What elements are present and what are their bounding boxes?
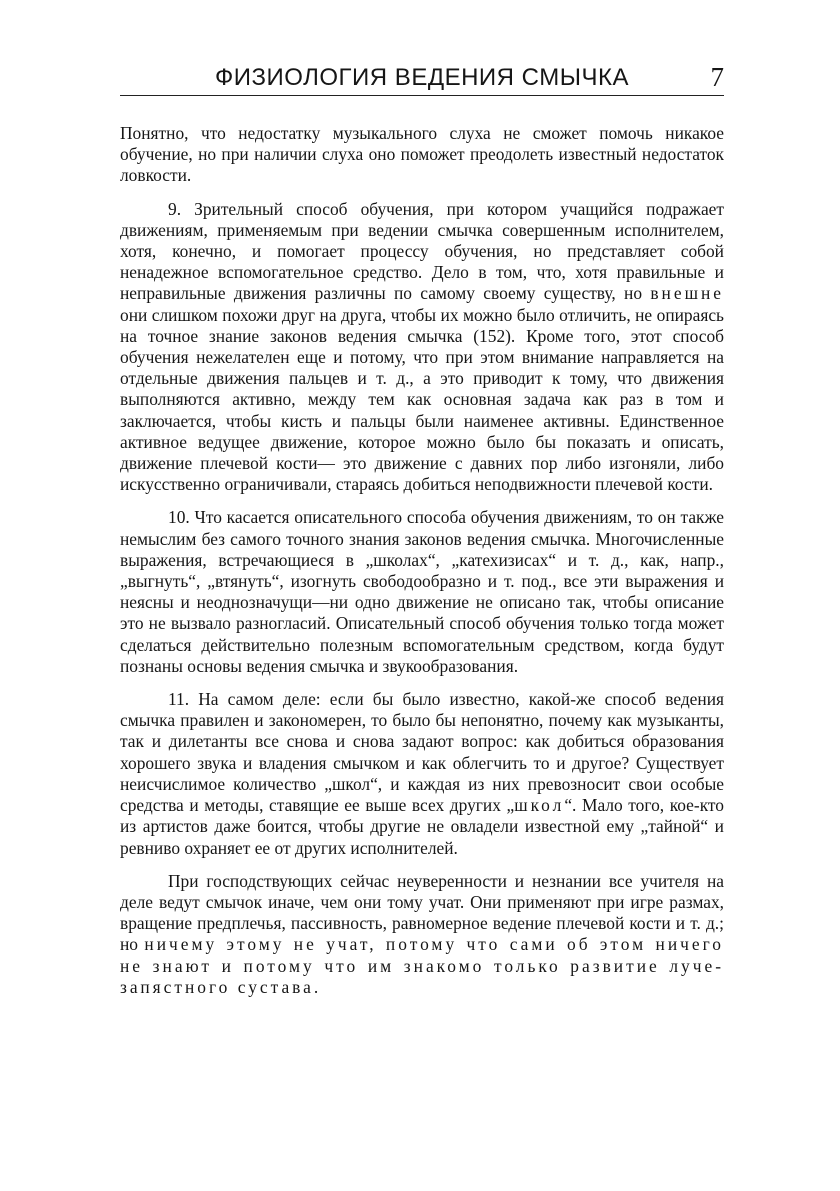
paragraph-1 bbox=[120, 123, 724, 187]
spaced-emphasis: ничему этому не учат, потому что сами об этом ничего не знают и потому что им знакомо только развитие луче-запястного сустава. bbox=[120, 934, 724, 997]
body-text bbox=[120, 123, 724, 998]
paragraph-text: “. Мало того, кое-кто из артистов даже боится, чтобы другие не овладели известной ему „тайной“ и ревниво охраняет ее от других исполнителей. bbox=[120, 795, 724, 858]
running-head bbox=[120, 60, 724, 100]
paragraph-text: Понятно, что недостатку музыкального слуха не сможет помочь никакое обучение, но при наличии слуха оно поможет преодолеть известный недостаток ловкости. bbox=[120, 123, 724, 186]
paragraph-text: При господствующих сейчас неуверенности и незнании все учителя на деле ведут смычок иначе, чем они тому учат. Они применяют при игре размах, вращение предплечья, пассивность, равномерное ведение плечевой кости и т. д.; но bbox=[120, 870, 724, 955]
paragraph-text: 10. Что касается описательного способа обучения движениям, то он также немыслим без самого точного знания законов ведения смычка. Многочисленные выражения, встречающиеся в „школах“, „катехизисах“ и т. д., как, напр., „выгнуть“, „втянуть“, изогнуть свободообразно и т. под., все эти выражения и неясны и неоднозначущи—ни одно движение не описано так, чтобы описание это не вызвало разногласий. Описательный способ обучения только тогда может сделаться действительно полезным вспомогательным средством, когда будут познаны основы ведения смычка и звукообразования. bbox=[120, 507, 724, 676]
paragraph-11 bbox=[120, 689, 724, 859]
paragraph-text: 9. Зрительный способ обучения, при котором учащийся подражает движениям, применяемым при ведении смычка совершенным исполнителем, хотя, конечно, и помогает процессу обучения, но представляет собой ненадежное вспомогательное средство. Дело в том, что, хотя правильные и неправильные движения различны по самому своему существу, но bbox=[120, 198, 724, 304]
running-title: ФИЗИОЛОГИЯ ВЕДЕНИЯ СМЫЧКА bbox=[215, 64, 629, 91]
book-page bbox=[120, 60, 724, 1010]
page-number: 7 bbox=[710, 62, 724, 92]
spaced-emphasis: внешне bbox=[650, 283, 724, 304]
paragraph-9 bbox=[120, 199, 724, 496]
paragraph-text: 11. На самом деле: если бы было известно, какой-же способ ведения смычка правилен и закономерен, то было бы непонятно, почему как музыканты, так и дилетанты все снова и снова задают вопрос: как добиться образования хорошего звука и владения смычком и как облегчить то и другое? Существует неисчислимое количество „школ“, и каждая из них превозносит свои особые средства и методы, ставящие ее выше всех других „ bbox=[120, 689, 724, 816]
spaced-emphasis: школ bbox=[514, 795, 565, 816]
header-rule bbox=[120, 95, 724, 96]
paragraph-final bbox=[120, 871, 724, 998]
paragraph-text: они слишком похожи друг на друга, чтобы их можно было отличить, не опираясь на точное знание законов ведения смычка (152). Кроме того, этот способ обучения нежелателен еще и потому, что при этом внимание направляется на отдельные движения пальцев и т. д., а это приводит к тому, что движения выполняются активно, между тем как основная задача как раз в том и заключается, чтобы кисть и пальцы были наименее активны. Единственное активное ведущее движение, которое можно было бы показать и описать, движение плечевой кости— это движение с давних пор либо изгоняли, либо искусственно ограничивали, стараясь добиться неподвижности плечевой кости. bbox=[120, 304, 724, 495]
paragraph-10 bbox=[120, 507, 724, 677]
